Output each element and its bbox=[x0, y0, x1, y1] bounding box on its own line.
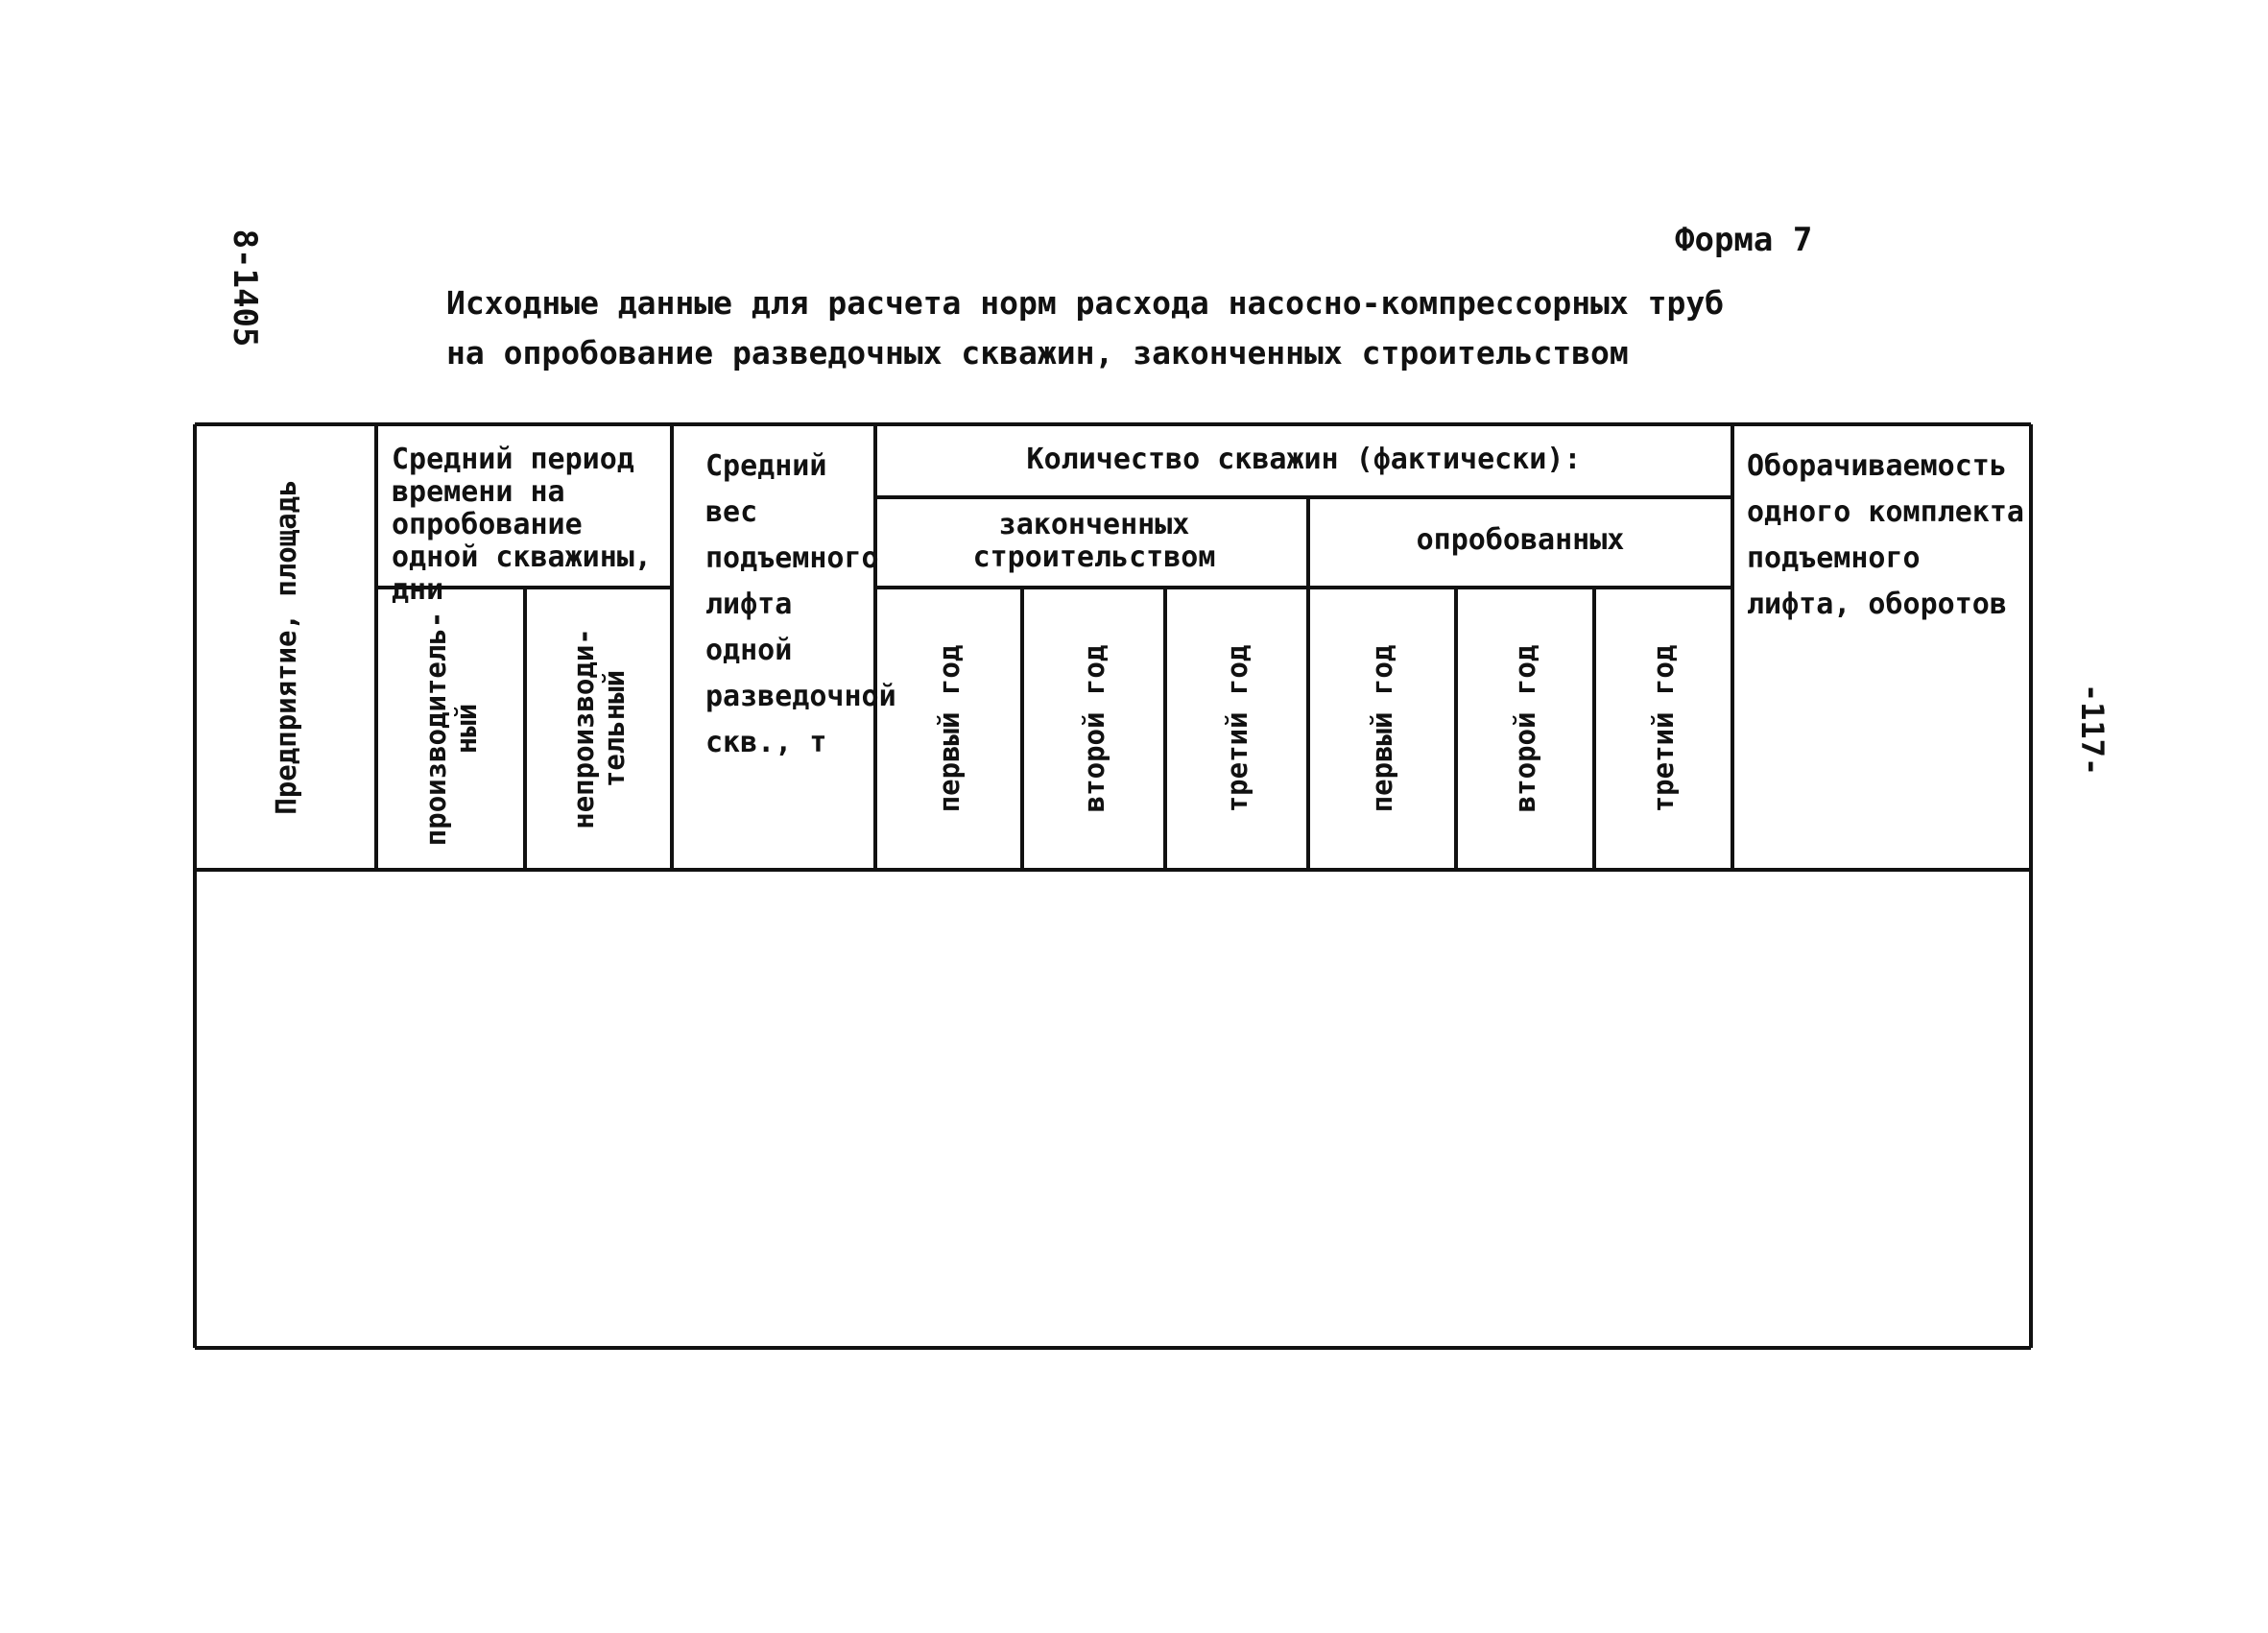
tested-year3-text: третий год bbox=[1647, 644, 1680, 813]
header-tested: опробованных bbox=[1416, 523, 1625, 557]
table-body-empty bbox=[197, 872, 2029, 1346]
header-productive bbox=[376, 588, 525, 870]
page-number-text: -117- bbox=[2074, 683, 2111, 777]
header-enterprise bbox=[195, 424, 376, 870]
completed-year3-text: третий год bbox=[1220, 644, 1253, 813]
header-completed: законченных строительством bbox=[972, 508, 1216, 574]
tested-year1-text: первый год bbox=[1366, 644, 1398, 813]
header-unproductive bbox=[525, 588, 672, 870]
header-productive-text: производитель-ный bbox=[418, 611, 483, 847]
title-line-2: на опробование разведочных скважин, законченных строительством bbox=[446, 334, 1629, 372]
header-tested-year3 bbox=[1594, 588, 1732, 870]
header-period: Средний период времени на опробование одной скважины, дни bbox=[392, 443, 652, 607]
header-tested-year1 bbox=[1308, 588, 1456, 870]
completed-year1-text: первый год bbox=[932, 644, 966, 813]
header-tested-year2 bbox=[1456, 588, 1594, 870]
header-unproductive-text: непроизводи-тельный bbox=[566, 628, 631, 829]
header-completed-year2 bbox=[1022, 588, 1165, 870]
form-label: Форма 7 bbox=[1675, 221, 1813, 259]
header-turnover: Оборачиваемость одного комплекта подъемного лифта, оборотов bbox=[1747, 449, 2024, 621]
header-completed-year3 bbox=[1165, 588, 1308, 870]
header-count: Количество скважин (фактически): bbox=[1026, 443, 1582, 476]
tested-year2-text: второй год bbox=[1509, 644, 1541, 813]
completed-year2-text: второй год bbox=[1077, 644, 1110, 813]
header-completed-year1 bbox=[875, 588, 1022, 870]
header-enterprise-text: Предприятие, площадь bbox=[269, 479, 302, 815]
header-weight: Средний вес подъемного лифта одной разведочной скв., т bbox=[705, 449, 896, 759]
side-code-text: 8-1405 bbox=[226, 228, 264, 348]
title-line-1: Исходные данные для расчета норм расхода насосно-компрессорных труб bbox=[446, 284, 1725, 322]
